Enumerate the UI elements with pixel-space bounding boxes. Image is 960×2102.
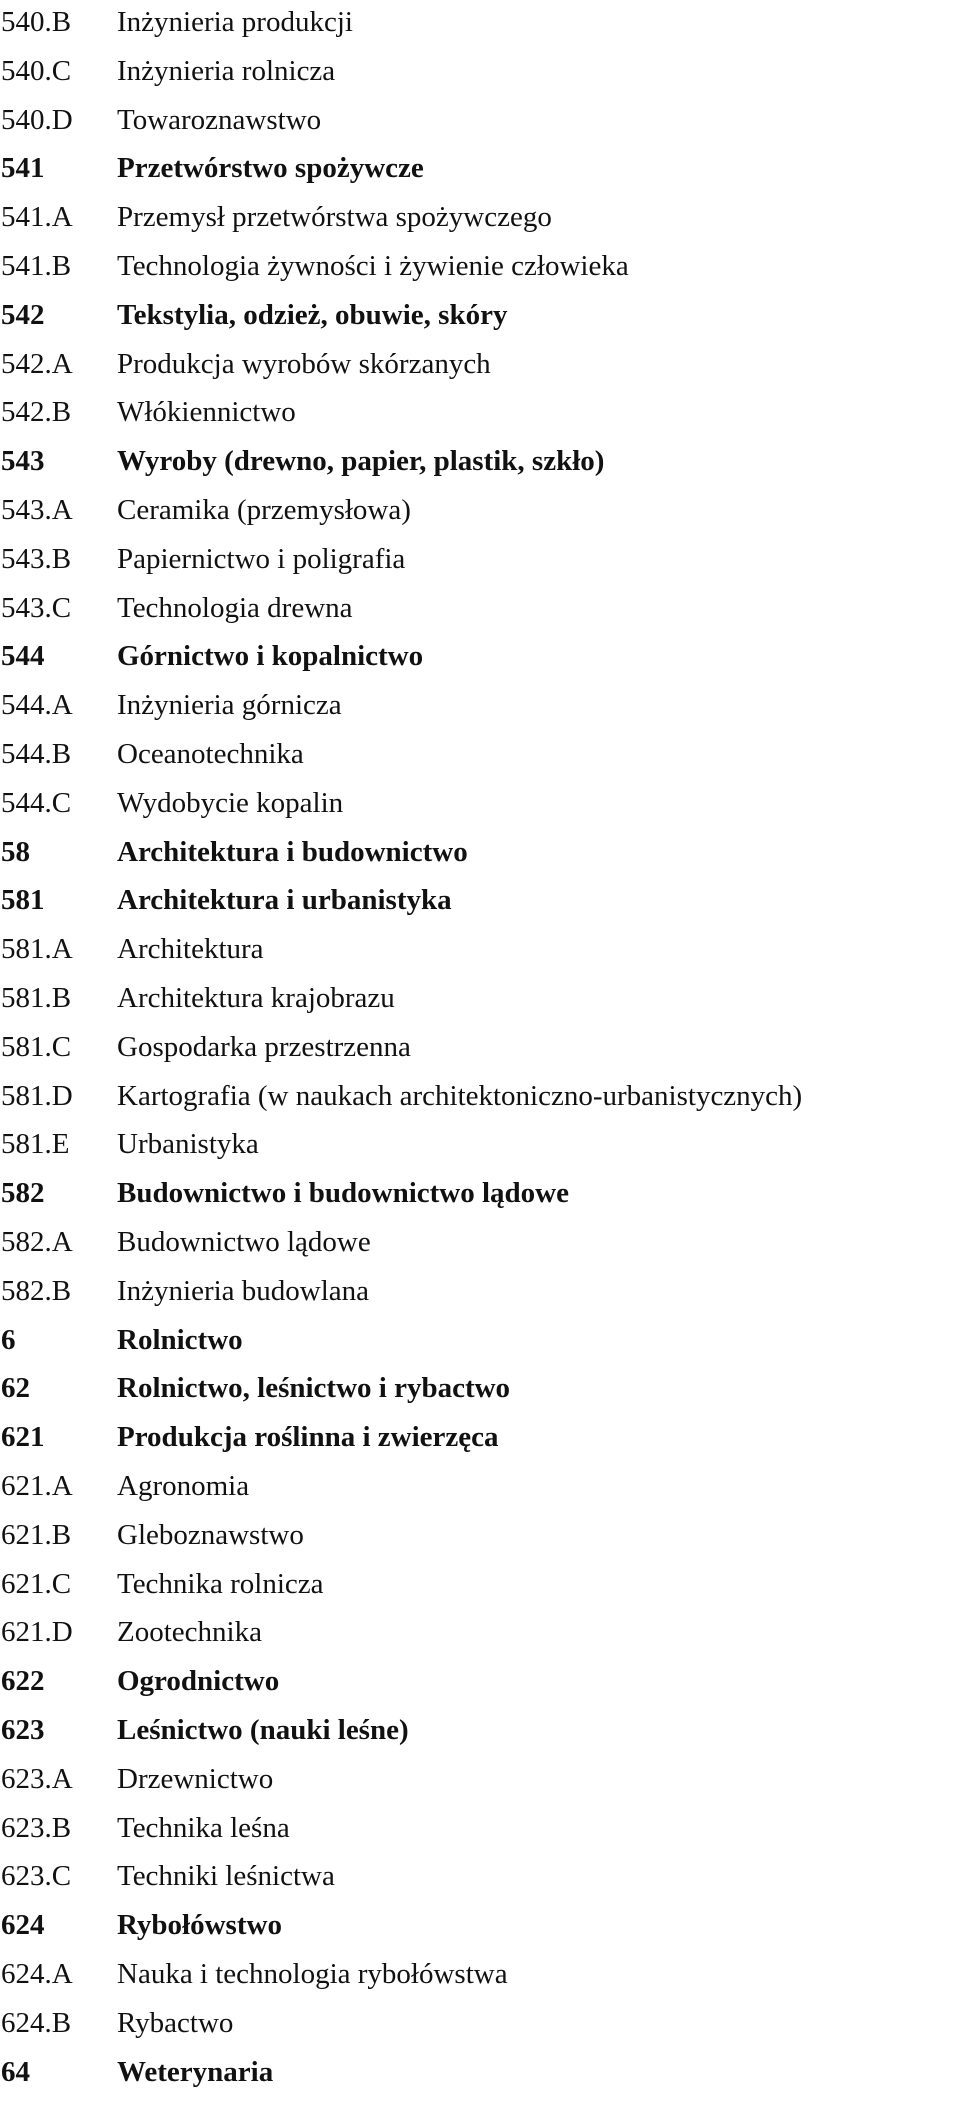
- entry-code: 62: [1, 1372, 30, 1405]
- entry-code: 540.D: [1, 103, 73, 136]
- entry-title: Architektura: [117, 933, 264, 966]
- entry-title: Architektura krajobrazu: [117, 982, 395, 1014]
- entry-code: 541.B: [1, 250, 72, 282]
- entry-code: 541: [1, 152, 45, 185]
- entry-code: 543.B: [1, 542, 72, 575]
- entry-title: Inżynieria górnicza: [117, 689, 342, 722]
- entry-title: Papiernictwo i poligrafia: [117, 542, 406, 575]
- category-heading-row: [0, 1905, 960, 1954]
- entry-title: Włókiennictwo: [117, 396, 296, 429]
- entry-title: Architektura i urbanistyka: [117, 884, 452, 917]
- entry-code: 541.A: [1, 201, 73, 234]
- entry-code: 543: [1, 445, 45, 478]
- subcategory-row: [0, 588, 960, 637]
- subcategory-row: [0, 1564, 960, 1613]
- entry-title: Leśnictwo (nauki leśne): [117, 1714, 409, 1746]
- entry-title: Budownictwo lądowe: [117, 1226, 371, 1258]
- subcategory-row: [0, 392, 960, 441]
- entry-code: 64: [1, 2055, 30, 2088]
- entry-code: 621.A: [1, 1470, 73, 1502]
- subcategory-row: [0, 734, 960, 783]
- entry-code: 621.B: [1, 1518, 72, 1551]
- category-heading-row: [0, 1710, 960, 1759]
- entry-code: 582.A: [1, 1226, 73, 1258]
- category-heading-row: [0, 880, 960, 929]
- entry-code: 621.C: [1, 1567, 72, 1600]
- entry-title: Architektura i budownictwo: [117, 835, 468, 868]
- subcategory-row: [0, 1612, 960, 1661]
- entry-title: Produkcja wyrobów skórzanych: [117, 347, 491, 380]
- category-heading-row: [0, 1368, 960, 1417]
- entry-title: Ceramika (przemysłowa): [117, 494, 411, 526]
- entry-title: Urbanistyka: [117, 1128, 259, 1161]
- subcategory-row: [0, 51, 960, 100]
- entry-code: 581.D: [1, 1079, 73, 1112]
- entry-code: 6: [1, 1323, 16, 1356]
- entry-title: Gleboznawstwo: [117, 1518, 304, 1551]
- subcategory-row: [0, 1124, 960, 1173]
- subcategory-row: [0, 490, 960, 539]
- subcategory-row: [0, 1466, 960, 1515]
- entry-code: 624: [1, 1909, 45, 1942]
- entry-code: 622: [1, 1665, 45, 1698]
- entry-code: 581.A: [1, 933, 73, 966]
- entry-title: Inżynieria budowlana: [117, 1274, 370, 1307]
- subcategory-row: [0, 1856, 960, 1905]
- entry-code: 621: [1, 1421, 45, 1454]
- subcategory-row: [0, 1222, 960, 1271]
- subcategory-row: [0, 1515, 960, 1564]
- entry-code: 581: [1, 884, 45, 917]
- category-heading-row: [0, 1320, 960, 1369]
- subcategory-row: [0, 978, 960, 1027]
- entry-title: Tekstylia, odzież, obuwie, skóry: [117, 298, 508, 331]
- entry-title: Technologia żywności i żywienie człowieka: [117, 250, 629, 282]
- entry-title: Drzewnictwo: [117, 1762, 274, 1795]
- entry-code: 623.C: [1, 1860, 72, 1893]
- subcategory-row: [0, 1954, 960, 2003]
- entry-title: Agronomia: [117, 1470, 250, 1502]
- entry-code: 581.C: [1, 1030, 72, 1063]
- entry-code: 544.B: [1, 738, 72, 770]
- entry-code: 623.A: [1, 1762, 73, 1795]
- entry-title: Budownictwo i budownictwo lądowe: [117, 1177, 569, 1210]
- subcategory-row: [0, 197, 960, 246]
- entry-code: 543.A: [1, 494, 73, 526]
- entry-title: Technika leśna: [117, 1811, 290, 1844]
- entry-title: Technologia drewna: [117, 591, 353, 624]
- category-heading-row: [0, 148, 960, 197]
- subcategory-row: [0, 1808, 960, 1857]
- subcategory-row: [0, 246, 960, 295]
- category-heading-row: [0, 2052, 960, 2101]
- entry-title: Rolnictwo, leśnictwo i rybactwo: [117, 1372, 511, 1405]
- entry-title: Inżynieria produkcji: [117, 6, 353, 38]
- entry-title: Wydobycie kopalin: [117, 786, 344, 819]
- subcategory-row: [0, 344, 960, 393]
- category-heading-row: [0, 832, 960, 881]
- subcategory-row: [0, 783, 960, 832]
- entry-code: 582: [1, 1177, 45, 1210]
- entry-code: 542.A: [1, 347, 73, 380]
- entry-title: Technika rolnicza: [117, 1567, 324, 1600]
- entry-code: 542: [1, 298, 45, 331]
- category-heading-row: [0, 1417, 960, 1466]
- entry-code: 544.C: [1, 786, 72, 819]
- subcategory-row: [0, 1759, 960, 1808]
- entry-title: Oceanotechnika: [117, 738, 304, 770]
- entry-code: 540.B: [1, 6, 72, 38]
- subcategory-row: [0, 2, 960, 51]
- entry-title: Towaroznawstwo: [117, 103, 322, 136]
- category-heading-row: [0, 1661, 960, 1710]
- entry-title: Zootechnika: [117, 1616, 262, 1649]
- category-heading-row: [0, 1173, 960, 1222]
- entry-title: Górnictwo i kopalnictwo: [117, 640, 424, 673]
- category-heading-row: [0, 441, 960, 490]
- category-heading-row: [0, 295, 960, 344]
- entry-title: Nauka i technologia rybołówstwa: [117, 1958, 508, 1990]
- entry-title: Weterynaria: [117, 2055, 274, 2088]
- entry-title: Techniki leśnictwa: [117, 1860, 335, 1893]
- entry-code: 544.A: [1, 689, 73, 722]
- entry-title: Kartografia (w naukach architektoniczno-urbanistycznych): [117, 1079, 803, 1112]
- subcategory-row: [0, 1076, 960, 1125]
- subcategory-row: [0, 100, 960, 149]
- entry-code: 58: [1, 835, 30, 868]
- subcategory-row: [0, 929, 960, 978]
- entry-title: Rolnictwo: [117, 1323, 243, 1356]
- entry-code: 623: [1, 1714, 45, 1746]
- entry-code: 540.C: [1, 54, 72, 87]
- subcategory-row: [0, 1027, 960, 1076]
- entry-code: 624.A: [1, 1958, 73, 1990]
- subcategory-row: [0, 2003, 960, 2052]
- category-heading-row: [0, 636, 960, 685]
- entry-code: 544: [1, 640, 45, 673]
- entry-title: Produkcja roślinna i zwierzęca: [117, 1421, 499, 1454]
- entry-code: 582.B: [1, 1274, 72, 1307]
- entry-title: Przemysł przetwórstwa spożywczego: [117, 201, 552, 234]
- subcategory-row: [0, 1271, 960, 1320]
- entry-code: 623.B: [1, 1811, 72, 1844]
- entry-code: 581.B: [1, 982, 72, 1014]
- entry-code: 581.E: [1, 1128, 70, 1161]
- entry-title: Rybołówstwo: [117, 1909, 282, 1942]
- entry-title: Przetwórstwo spożywcze: [117, 152, 424, 185]
- entry-code: 624.B: [1, 2006, 72, 2039]
- entry-title: Rybactwo: [117, 2006, 234, 2039]
- subcategory-row: [0, 685, 960, 734]
- entry-title: Ogrodnictwo: [117, 1665, 280, 1698]
- entry-code: 542.B: [1, 396, 72, 429]
- entry-code: 621.D: [1, 1616, 73, 1649]
- entry-title: Inżynieria rolnicza: [117, 54, 336, 87]
- entry-title: Gospodarka przestrzenna: [117, 1030, 411, 1063]
- subcategory-row: [0, 539, 960, 588]
- entry-title: Wyroby (drewno, papier, plastik, szkło): [117, 445, 605, 478]
- entry-code: 543.C: [1, 591, 72, 624]
